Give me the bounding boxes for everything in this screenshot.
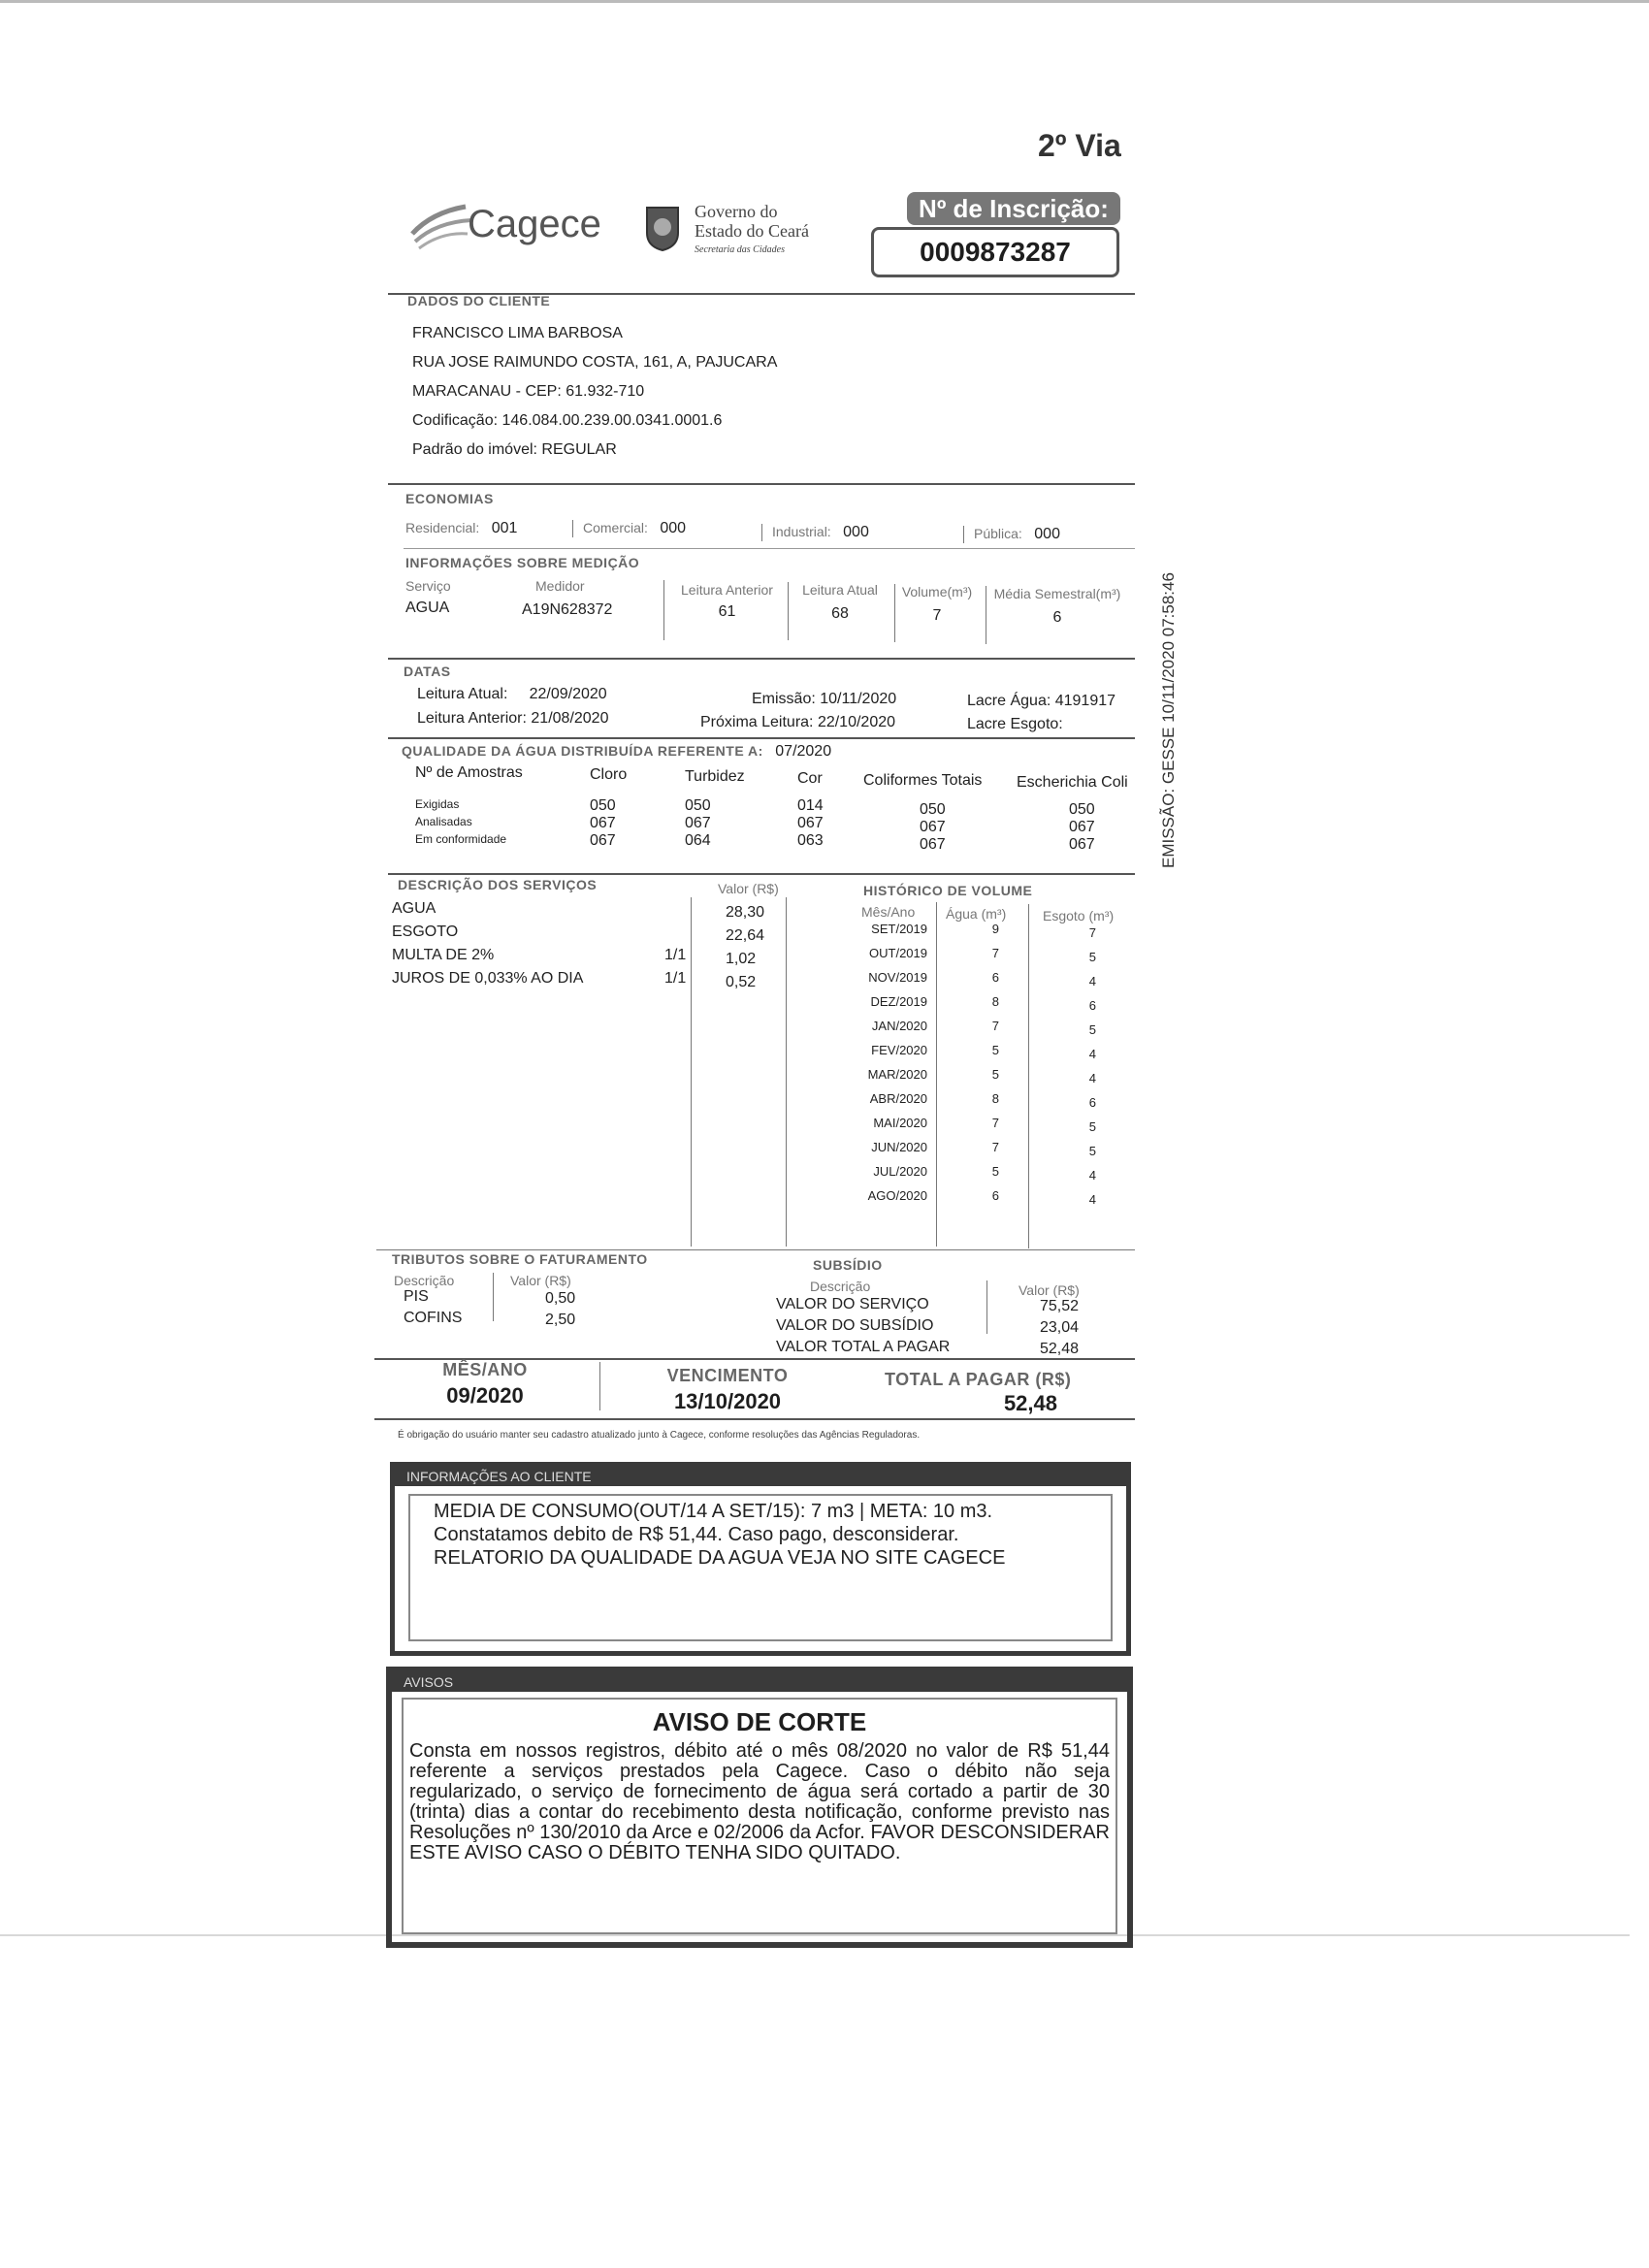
info-line: RELATORIO DA QUALIDADE DA AGUA VEJA NO SITE CAGECE — [434, 1547, 1006, 1569]
gov-line-1: Governo do — [695, 202, 778, 221]
historico-agua: 7 — [991, 1019, 999, 1033]
historico-esgoto: 4 — [1088, 1192, 1096, 1207]
historico-mes: OUT/2019 — [869, 946, 927, 960]
economia-value: 000 — [660, 520, 687, 536]
qualidade-title-row — [402, 743, 831, 761]
total-label: TOTAL A PAGAR (R$) — [885, 1370, 1072, 1389]
servicos-valor-header: Valor (R$) — [718, 881, 779, 896]
economias-title: ECONOMIAS — [405, 491, 494, 506]
qualidade-header-amostras: Nº de Amostras — [415, 764, 523, 781]
property-standard: Padrão do imóvel: REGULAR — [412, 441, 617, 458]
historico-agua: 6 — [991, 1188, 999, 1203]
info-line: Constatamos debito de R$ 51,44. Caso pago, desconsiderar. — [434, 1524, 959, 1545]
historico-mes: FEV/2020 — [871, 1043, 927, 1057]
economia-label: Residencial: — [405, 520, 480, 535]
economia-label: Industrial: — [772, 524, 831, 539]
servico-descricao: AGUA — [392, 900, 436, 917]
historico-mes: NOV/2019 — [868, 970, 927, 985]
economia-residencial — [405, 520, 517, 537]
historico-agua: 5 — [991, 1164, 999, 1179]
mes-ano-value: 09/2020 — [446, 1383, 524, 1408]
qualidade-cell: 067 — [920, 819, 946, 835]
economia-publica — [963, 526, 1060, 543]
data-emissao: Emissão: 10/11/2020 — [752, 691, 897, 707]
medicao-header-servico: Serviço — [405, 578, 451, 594]
economia-value: 000 — [843, 524, 869, 540]
tributos-header-descricao: Descrição — [394, 1273, 455, 1288]
aviso-text: Consta em nossos registros, débito até o mês 08/2020 no valor de R$ 51,44 referente a serviços prestados pela Cagece. Caso o débito não seja regularizado, o serviço de fornecimento de água será cortado a partir de 30 (trinta) dias a contar do recebimento desta notificação, conforme previsto nas Resoluções nº 130/2010 da Arce e 02/2006 da Acfor. FAVOR DESCONSIDERAR ESTE AVISO CASO O DÉBITO TENHA SIDO QUITADO. — [409, 1740, 1110, 1863]
qualidade-header-cloro: Cloro — [590, 766, 628, 783]
cagece-wave-icon — [407, 195, 475, 253]
proxima-leitura: Próxima Leitura: 22/10/2020 — [700, 714, 896, 730]
historico-esgoto: 5 — [1088, 1022, 1096, 1037]
medicao-media: 6 — [1052, 609, 1062, 626]
aviso-heading: AVISO DE CORTE — [652, 1707, 867, 1736]
historico-header-mes: Mês/Ano — [861, 904, 916, 920]
info-line: MEDIA DE CONSUMO(OUT/14 A SET/15): 7 m3 | META: 10 m3. — [434, 1501, 993, 1522]
subsidio-header-valor: Valor (R$) — [1018, 1282, 1080, 1298]
economia-industrial — [761, 524, 869, 541]
vencimento-label: VENCIMENTO — [666, 1366, 789, 1385]
qualidade-cell: 050 — [590, 797, 616, 814]
historico-agua: 7 — [991, 1116, 999, 1130]
lacre-esgoto: Lacre Esgoto: — [967, 716, 1063, 732]
inscricao-label: Nº de Inscrição: — [907, 192, 1120, 225]
medicao-header-volume: Volume(m³) — [901, 584, 973, 599]
medicao-header-medidor: Medidor — [535, 578, 585, 594]
qualidade-cell: 067 — [1069, 836, 1095, 853]
qualidade-cell: 067 — [590, 832, 616, 849]
qualidade-header-turbidez: Turbidez — [685, 768, 745, 785]
leitura-anterior: Leitura Anterior: 21/08/2020 — [417, 710, 609, 727]
historico-esgoto: 6 — [1088, 998, 1096, 1013]
historico-agua: 8 — [991, 994, 999, 1009]
historico-header-esgoto: Esgoto (m³) — [1043, 908, 1115, 923]
historico-agua: 8 — [991, 1091, 999, 1106]
servico-descricao: ESGOTO — [392, 923, 459, 940]
historico-mes: JAN/2020 — [871, 1019, 927, 1033]
subsidio-total-valor: 52,48 — [1039, 1341, 1079, 1357]
government-text — [695, 202, 809, 260]
historico-esgoto: 5 — [1088, 1144, 1096, 1158]
cagece-logo — [407, 189, 640, 267]
copy-label: 2º Via — [1038, 128, 1121, 163]
historico-esgoto: 4 — [1088, 1047, 1096, 1061]
subsidio-servico: VALOR DO SERVIÇO — [776, 1296, 929, 1312]
client-address: RUA JOSE RAIMUNDO COSTA, 161, A, PAJUCARA — [412, 354, 778, 371]
medicao-medidor: A19N628372 — [522, 601, 613, 618]
subsidio-header-descricao: Descrição — [810, 1279, 871, 1294]
vencimento-value: 13/10/2020 — [673, 1389, 782, 1413]
info-cliente-box — [390, 1462, 1131, 1656]
historico-agua: 5 — [991, 1043, 999, 1057]
economia-label: Comercial: — [583, 520, 648, 535]
servico-valor: 28,30 — [726, 904, 765, 921]
economia-comercial — [572, 520, 686, 537]
qualidade-cell: 050 — [685, 797, 711, 814]
subsidio-servico-valor: 75,52 — [1039, 1298, 1079, 1314]
historico-esgoto: 5 — [1088, 950, 1096, 964]
qualidade-cell: 067 — [685, 815, 711, 831]
historico-agua: 7 — [991, 946, 999, 960]
state-seal-icon — [643, 204, 682, 252]
qualidade-cell: 064 — [685, 832, 711, 849]
economia-value: 000 — [1034, 526, 1060, 542]
historico-mes: AGO/2020 — [867, 1188, 927, 1203]
subsidio-subsidio: VALOR DO SUBSÍDIO — [776, 1317, 934, 1334]
water-bill — [369, 107, 1183, 1950]
economia-label: Pública: — [974, 526, 1022, 541]
subsidio-subsidio-valor: 23,04 — [1039, 1319, 1079, 1336]
qualidade-title: QUALIDADE DA ÁGUA DISTRIBUÍDA REFERENTE A: — [402, 743, 763, 759]
subsidio-total: VALOR TOTAL A PAGAR — [776, 1339, 951, 1355]
qualidade-header-coliformes: Coliformes Totais — [863, 772, 983, 789]
historico-esgoto: 4 — [1088, 974, 1096, 988]
historico-agua: 6 — [991, 970, 999, 985]
servico-parcela: 1/1 — [664, 970, 687, 987]
tributo-pis-valor: 0,50 — [545, 1290, 576, 1307]
historico-esgoto: 4 — [1088, 1071, 1096, 1085]
client-code: Codificação: 146.084.00.239.00.0341.0001.6 — [412, 412, 723, 429]
info-cliente-text — [408, 1494, 1113, 1641]
historico-agua: 5 — [991, 1067, 999, 1082]
inscricao-value: 0009873287 — [871, 227, 1119, 277]
historico-mes: DEZ/2019 — [870, 994, 927, 1009]
medicao-title: INFORMAÇÕES SOBRE MEDIÇÃO — [405, 555, 640, 570]
qualidade-header-cor: Cor — [797, 770, 823, 787]
subsidio-title: SUBSÍDIO — [813, 1257, 883, 1273]
medicao-leitura-anterior: 61 — [718, 603, 736, 620]
historico-title: HISTÓRICO DE VOLUME — [863, 883, 1033, 898]
medicao-header-leitura-anterior: Leitura Anterior — [681, 582, 773, 598]
historico-mes: MAR/2020 — [867, 1067, 927, 1082]
historico-mes: JUL/2020 — [873, 1164, 927, 1179]
servico-parcela: 1/1 — [664, 947, 687, 963]
cadastro-note: É obrigação do usuário manter seu cadastro atualizado junto à Cagece, conforme resoluções das Agências Reguladoras. — [398, 1430, 921, 1441]
medicao-header-media: Média Semestral(m³) — [993, 586, 1121, 601]
brand-name: Cagece — [468, 203, 601, 245]
client-name: FRANCISCO LIMA BARBOSA — [412, 325, 623, 341]
qualidade-cell: 067 — [920, 836, 946, 853]
avisos-title: AVISOS — [392, 1672, 1127, 1692]
qualidade-cell: 014 — [797, 797, 824, 814]
servico-valor: 0,52 — [726, 974, 757, 990]
servico-descricao: JUROS DE 0,033% AO DIA — [392, 970, 584, 987]
avisos-box — [386, 1667, 1133, 1948]
info-cliente-title: INFORMAÇÕES AO CLIENTE — [395, 1467, 1126, 1486]
servicos-title: DESCRIÇÃO DOS SERVIÇOS — [398, 877, 598, 892]
historico-mes: ABR/2020 — [869, 1091, 927, 1106]
gov-line-3: Secretaria das Cidades — [695, 244, 785, 255]
medicao-volume: 7 — [932, 607, 942, 624]
historico-esgoto: 6 — [1088, 1095, 1096, 1110]
qualidade-ref: 07/2020 — [775, 743, 832, 760]
servico-valor: 1,02 — [726, 951, 757, 967]
servico-descricao: MULTA DE 2% — [392, 947, 495, 963]
avisos-content — [402, 1698, 1117, 1934]
qualidade-cell: 067 — [590, 815, 616, 831]
historico-esgoto: 5 — [1088, 1119, 1096, 1134]
tributo-cofins-valor: 2,50 — [545, 1312, 576, 1328]
historico-mes: SET/2019 — [871, 922, 927, 936]
qualidade-header-ecoli: Escherichia Coli — [1017, 774, 1128, 791]
gov-line-2: Estado do Ceará — [695, 221, 809, 241]
tributos-header-valor: Valor (R$) — [510, 1273, 571, 1288]
medicao-servico: AGUA — [405, 599, 450, 616]
qualidade-row-label: Exigidas — [415, 797, 460, 811]
qualidade-cell: 050 — [1069, 801, 1095, 818]
qualidade-cell: 067 — [1069, 819, 1095, 835]
qualidade-row-label: Analisadas — [415, 815, 472, 828]
economia-value: 001 — [491, 520, 518, 536]
client-city: MARACANAU - CEP: 61.932-710 — [412, 383, 645, 400]
historico-esgoto: 4 — [1088, 1168, 1096, 1183]
mes-ano-label: MÊS/ANO — [442, 1360, 528, 1379]
historico-header-agua: Água (m³) — [946, 906, 1007, 922]
tributos-title: TRIBUTOS SOBRE O FATURAMENTO — [392, 1251, 648, 1267]
tributo-cofins: COFINS — [404, 1310, 463, 1326]
qualidade-cell: 067 — [797, 815, 824, 831]
medicao-header-leitura-atual: Leitura Atual — [802, 582, 878, 598]
historico-mes: JUN/2020 — [871, 1140, 927, 1154]
historico-agua: 7 — [991, 1140, 999, 1154]
leitura-atual: Leitura Atual: 22/09/2020 — [417, 686, 607, 702]
historico-mes: MAI/2020 — [873, 1116, 927, 1130]
medicao-leitura-atual: 68 — [831, 605, 849, 622]
qualidade-row-label: Em conformidade — [415, 832, 507, 846]
qualidade-cell: 063 — [797, 832, 824, 849]
datas-title: DATAS — [404, 664, 451, 679]
total-value: 52,48 — [1003, 1391, 1057, 1415]
qualidade-cell: 050 — [920, 801, 946, 818]
scan-top-edge — [0, 0, 1649, 3]
client-section-title: DADOS DO CLIENTE — [407, 293, 551, 308]
historico-esgoto: 7 — [1088, 925, 1096, 940]
lacre-agua: Lacre Água: 4191917 — [967, 693, 1116, 709]
servico-valor: 22,64 — [726, 927, 765, 944]
emission-stamp: EMISSÃO: GESSE 10/11/2020 07:58:46 — [1159, 572, 1178, 868]
tributo-pis: PIS — [404, 1288, 429, 1305]
historico-agua: 9 — [991, 922, 999, 936]
